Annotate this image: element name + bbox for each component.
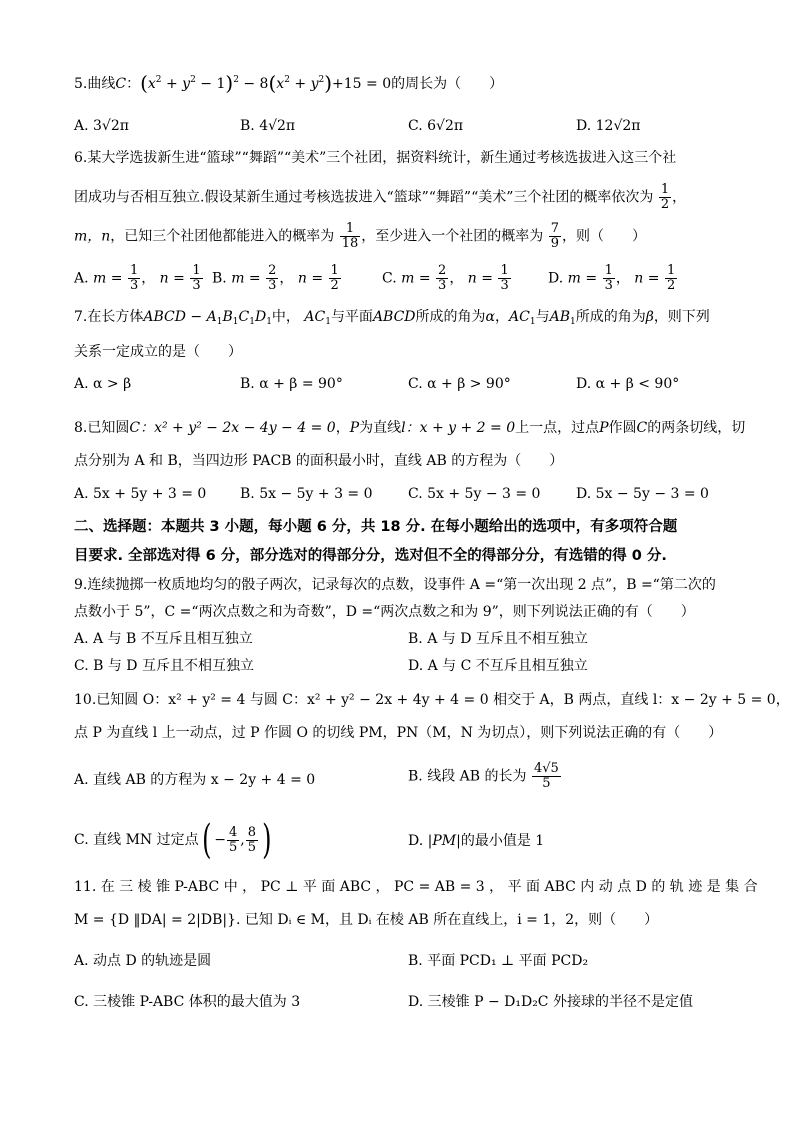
- q6-line3: m，n，已知三个社团他都能进入的概率为 $\frac{1}{18}$ ，至少进入一个社团的概率为 $\frac{7}{9}$ ，则（ ）: [74, 221, 647, 251]
- q7-option-d: D. α + β < 90°: [576, 376, 680, 392]
- q11-line2: M = {D ‖DA| = 2|DB|}. 已知 Dᵢ ∈ M，且 Dᵢ 在棱 AB 所在直线上，i = 1，2，则（ ）: [74, 912, 659, 928]
- q9-option-b: B. A 与 D 互斥且不相互独立: [408, 631, 588, 647]
- q11-option-d: D. 三棱锥 P − D₁D₂C 外接球的半径不是定值: [408, 994, 693, 1010]
- q5-option-b: B. 4√2π: [240, 118, 296, 134]
- q8-option-d: D. 5x − 5y − 3 = 0: [576, 486, 709, 502]
- q6-option-d: D. m = $\frac{1}{3}$ ， n = $\frac{1}{2}$: [548, 263, 676, 293]
- q11-line1: 11. 在 三 棱 锥 P-ABC 中 ， PC ⊥ 平 面 ABC ， PC = AB = 3 ， 平 面 ABC 内 动 点 D 的 轨 迹 是 集 合: [74, 879, 758, 895]
- q9-option-a: A. A 与 B 不互斥且相互独立: [74, 631, 253, 647]
- q7-option-c: C. α + β > 90°: [408, 376, 511, 392]
- q8-option-a: A. 5x + 5y + 3 = 0: [74, 486, 207, 502]
- q5-option-a: A. 3√2π: [74, 118, 129, 134]
- q6-p-all-fraction: $\frac{1}{18}$: [341, 221, 359, 251]
- q8-line2: 点分别为 A 和 B，当四边形 PACB 的面积最小时，直线 AB 的方程为（ ）: [74, 453, 564, 469]
- q10-line1: 10.已知圆 O：x² + y² = 4 与圆 C：x² + y² − 2x + 4y + 4 = 0 相交于 A，B 两点，直线 l：x − 2y + 5 = 0，: [74, 692, 790, 708]
- q6-option-a: A. m = $\frac{1}{3}$ ， n = $\frac{1}{3}$: [74, 263, 201, 293]
- q6-p1-fraction: $\frac{1}{2}$: [660, 182, 670, 212]
- q6-line2: 团成功与否相互独立.假设某新生通过考核选拔进入“篮球”“舞蹈”“美术”三个社团的概率依次为 $\frac{1}{2}$ ，: [74, 182, 687, 212]
- q6-p-any-fraction: $\frac{7}{9}$: [550, 221, 560, 251]
- q8-option-b: B. 5x − 5y + 3 = 0: [240, 486, 373, 502]
- q7-line1: 7.在长方体ABCD − $A_1B_1C_1D_1$中， $AC_1$与平面ABCD所成的角为α，$AC_1$与$AB_1$所成的角为β，则下列: [74, 309, 710, 327]
- q5-option-c: C. 6√2π: [408, 118, 464, 134]
- q9-option-c: C. B 与 D 互斥且不相互独立: [74, 658, 254, 674]
- q9-line2: 点数小于 5”，C =“两次点数之和为奇数”，D =“两次点数之和为 9”，则下列说法正确的有（ ）: [74, 604, 695, 620]
- q8-option-c: C. 5x + 5y − 3 = 0: [408, 486, 541, 502]
- q6-line1: 6.某大学选拔新生进“篮球”“舞蹈”“美术”三个社团，据资料统计，新生通过考核选拔进入这三个社: [74, 150, 677, 166]
- q6-option-b: B. m = $\frac{2}{3}$ ， n = $\frac{1}{2}$: [212, 263, 339, 293]
- q6-option-c: C. m = $\frac{2}{3}$ ， n = $\frac{1}{3}$: [382, 263, 509, 293]
- q7-option-b: B. α + β = 90°: [240, 376, 343, 392]
- q10-option-c: C. 直线 MN 过定点( − $\frac{4}{5}$ , $\frac{8}{5}$ ): [74, 817, 272, 863]
- q7-line2: 关系一定成立的是（ ）: [74, 344, 242, 360]
- q7-option-a: A. α > β: [74, 376, 132, 392]
- q9-option-d: D. A 与 C 不互斥且相互独立: [408, 658, 588, 674]
- q5-stem: 5.曲线C：$(x^2 + y^2 - 1)^2 - 8(x^2 + y^2)+15 = 0$的周长为（ ）: [74, 71, 504, 95]
- q10-option-d: D. |PM|的最小值是 1: [408, 833, 545, 849]
- q5-option-d: D. 12√2π: [576, 118, 641, 134]
- q10-option-b: B. 线段 AB 的长为 $\frac{4√5}{5}$: [408, 761, 559, 791]
- q9-line1: 9.连续抛掷一枚质地均匀的骰子两次，记录每次的点数，设事件 A =“第一次出现 2 点”，B =“第二次的: [74, 577, 716, 593]
- q11-option-c: C. 三棱锥 P-ABC 体积的最大值为 3: [74, 994, 301, 1010]
- section2-heading-line1: 二、选择题：本题共 3 小题，每小题 6 分，共 18 分. 在每小题给出的选项中，有多项符合题: [74, 519, 678, 535]
- q10-line2: 点 P 为直线 l 上一动点，过 P 作圆 O 的切线 PM，PN（M，N 为切点），则下列说法正确的有（ ）: [74, 725, 723, 741]
- q8-line1: 8.已知圆C：x² + y² − 2x − 4y − 4 = 0，P为直线l：x + y + 2 = 0上一点，过点P作圆C的两条切线，切: [74, 420, 746, 436]
- q10-option-a: A. 直线 AB 的方程为 x − 2y + 4 = 0: [74, 772, 316, 788]
- q11-option-a: A. 动点 D 的轨迹是圆: [74, 953, 212, 969]
- q11-option-b: B. 平面 PCD₁ ⊥ 平面 PCD₂: [408, 953, 589, 969]
- section2-heading-line2: 目要求. 全部选对得 6 分，部分选对的得部分分，选对但不全的得部分分，有选错的得 0 分.: [74, 548, 667, 564]
